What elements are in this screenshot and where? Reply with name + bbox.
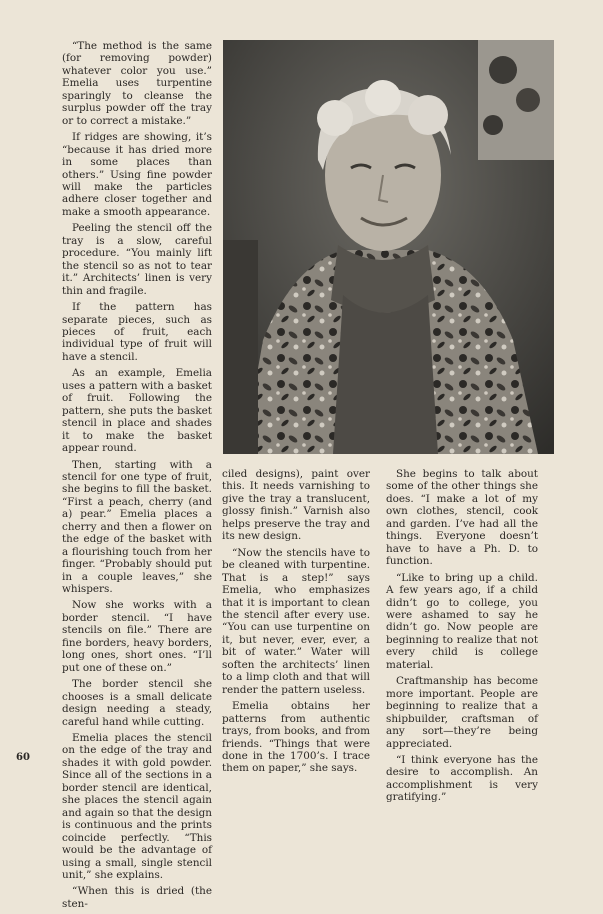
portrait-photo-icon (223, 40, 554, 454)
page-number: 60 (16, 752, 30, 763)
article-column-2 (222, 468, 370, 779)
paragraph: Craftmanship has become more important. People are beginning to realize that a shipbuilder, craftsman of any sort—they’re being appreciated. (386, 675, 538, 750)
article-column-1 (62, 40, 212, 914)
paragraph: Now she works with a border stencil. “I have stencils on file.” There are fine borders, heavy borders, long ones, short ones. “I’ll put one of these on.” (62, 599, 212, 674)
paragraph: As an example, Emelia uses a pattern with a basket of fruit. Following the pattern, she puts the basket stencil in place and shades it to make the basket appear round. (62, 367, 212, 455)
paragraph: She begins to talk about some of the other things she does. “I make a lot of my own clothes, stencil, cook and garden. I’ve had all the things. Everyone doesn’t have to have a Ph. D. to function. (386, 468, 538, 568)
paragraph: ciled designs), paint over this. It needs varnishing to give the tray a translucent, glossy finish.” Varnish also helps preserve the tray and its new design. (222, 468, 370, 543)
paragraph: “Like to bring up a child. A few years ago, if a child didn’t go to college, you were ashamed to say he didn’t go. Now people are beginning to realize that not every child is college material. (386, 571, 538, 671)
paragraph: The border stencil she chooses is a small delicate design needing a steady, careful hand while cutting. (62, 678, 212, 728)
paragraph: If the pattern has separate pieces, such as pieces of fruit, each individual type of fruit will have a stencil. (62, 301, 212, 363)
paragraph: “Now the stencils have to be cleaned with turpentine. That is a step!” says Emelia, who emphasizes that it is important to clean the stencil after every use. “You can use turpentine on it, but never, ever, ever, a bit of water.” Water will soften the architects’ linen to a limp cloth and that will render the pattern useless. (222, 546, 370, 696)
paragraph: Then, starting with a stencil for one type of fruit, she begins to fill the basket. “First a peach, cherry (and a) pear.” Emelia places a cherry and then a flower on the edge of the basket with a flourishing touch from her finger. “Probably should put in a couple leaves,” she whispers. (62, 458, 212, 596)
paragraph: If ridges are showing, it’s “because it has dried more in some places than others.” Using fine powder will make the particles adhere closer together and make a smooth appearance. (62, 131, 212, 218)
paragraph: “The method is the same (for removing powder) whatever color you use.” Emelia uses turpentine sparingly to cleanse the surplus powder off the tray or to correct a mistake.” (62, 40, 212, 127)
portrait-photo (223, 40, 554, 454)
paragraph: Emelia obtains her patterns from authentic trays, from books, and from friends. “Things that were done in the 1700’s. I trace them on paper,” she says. (222, 700, 370, 775)
paragraph: “I think everyone has the desire to accomplish. An accomplishment is very gratifying.” (386, 753, 538, 804)
article-column-3 (386, 468, 538, 808)
paragraph: “When this is dried (the sten- (62, 885, 212, 910)
paragraph: Peeling the stencil off the tray is a slow, careful procedure. “You mainly lift the stencil so as not to tear it.” Architects’ linen is very thin and fragile. (62, 222, 212, 297)
paragraph: Emelia places the stencil on the edge of the tray and shades it with gold powder. Since all of the sections in a border stencil are identical, she places the stencil again and again so that the design is continuous and the prints coincide perfectly. “This would be the advantage of using a small, single stencil unit,” she explains. (62, 732, 212, 881)
